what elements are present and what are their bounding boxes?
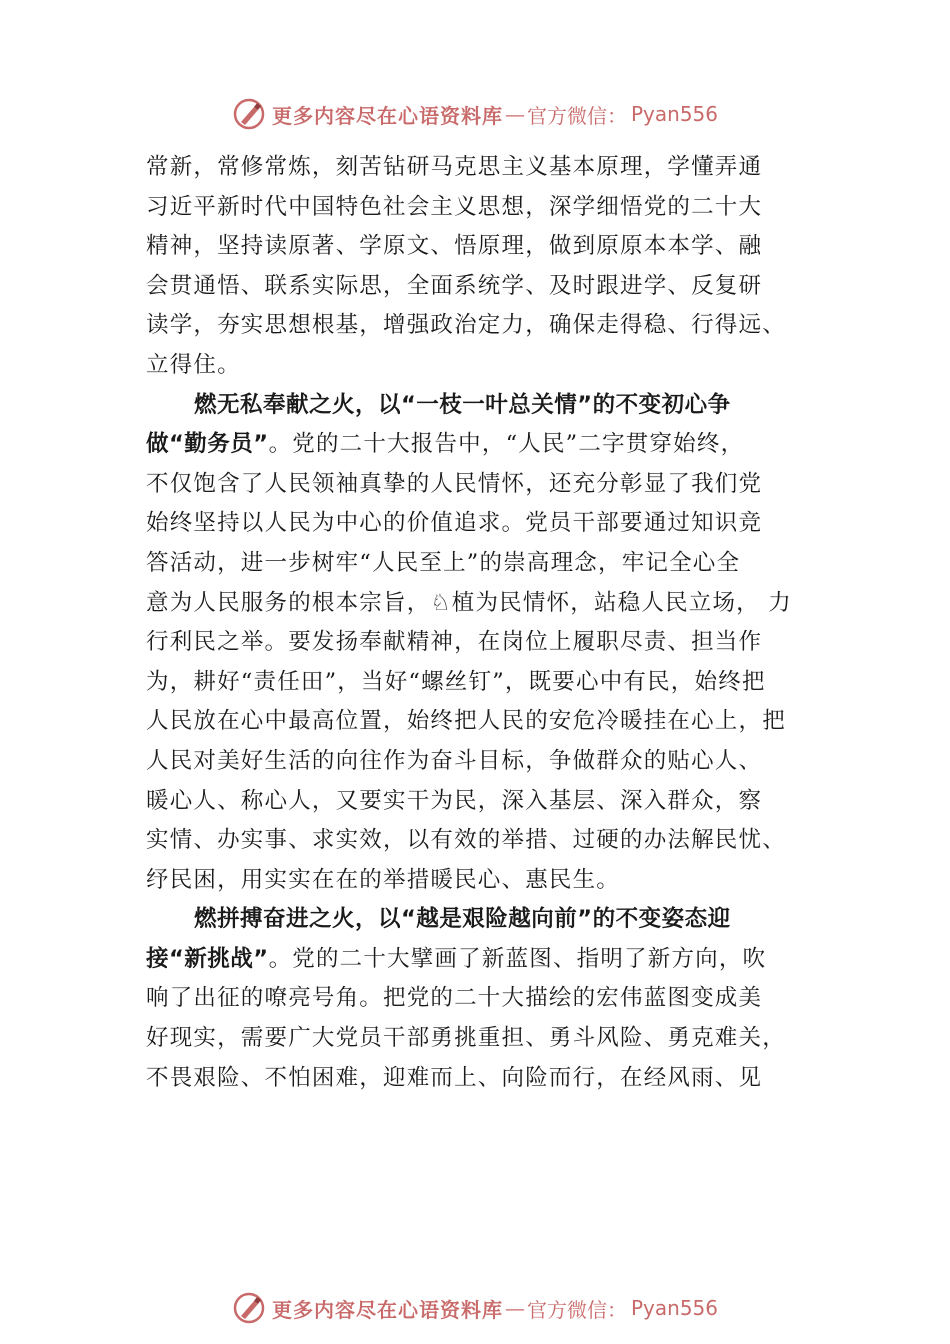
footer-watermark bbox=[0, 1288, 950, 1328]
text-line bbox=[146, 900, 818, 940]
text-line bbox=[146, 623, 818, 663]
section-heading-text: 燃无私奉献之火，以“一枝一叶总关情”的不变初心争 bbox=[194, 391, 731, 418]
text-line bbox=[146, 1059, 818, 1099]
body-text: 好现实，需要广大党员干部勇挑重担、勇斗风险、勇克难关， bbox=[146, 1025, 786, 1052]
text-line bbox=[146, 979, 818, 1019]
text-line bbox=[146, 1019, 818, 1059]
text-line bbox=[146, 188, 818, 228]
text-line bbox=[146, 584, 818, 624]
text-line bbox=[146, 742, 818, 782]
watermark-site-text: 更多内容尽在心语资料库 bbox=[271, 1297, 503, 1322]
body-text: 立得住。 bbox=[146, 351, 241, 378]
header-watermark bbox=[0, 94, 950, 134]
watermark-wechat-id: Pyan556 bbox=[630, 1296, 718, 1320]
text-line bbox=[146, 267, 818, 307]
body-text: 始终坚持以人民为中心的价值追求。党员干部要通过知识竞 bbox=[146, 510, 763, 537]
text-line bbox=[146, 663, 818, 703]
text-line bbox=[146, 386, 818, 426]
body-text: 。党的二十大报告中，“人民”二字贯穿始终， bbox=[268, 431, 745, 458]
text-line bbox=[146, 702, 818, 742]
body-text: 纾民困，用实实在在的举措暖民心、惠民生。 bbox=[146, 866, 621, 893]
text-line bbox=[146, 504, 818, 544]
watermark-wechat-id: Pyan556 bbox=[630, 102, 718, 126]
text-line bbox=[146, 544, 818, 584]
pen-circle-logo-icon bbox=[232, 1291, 266, 1325]
section-heading-text: 燃拼搏奋进之火，以“越是艰险越向前”的不变姿态迎 bbox=[194, 906, 731, 933]
text-line bbox=[146, 227, 818, 267]
body-text: 习近平新时代中国特色社会主义思想，深学细悟党的二十大 bbox=[146, 193, 763, 220]
text-line bbox=[146, 148, 818, 188]
body-text: 精神，坚持读原著、学原文、悟原理，做到原原本本学、融 bbox=[146, 233, 763, 260]
watermark-separator: — bbox=[504, 1296, 525, 1320]
body-text: 不仅饱含了人民领袖真挚的人民情怀，还充分彰显了我们党 bbox=[146, 470, 763, 497]
text-line bbox=[146, 782, 818, 822]
document-body bbox=[146, 148, 818, 1098]
body-text: 实情、办实事、求实效，以有效的举措、过硬的办法解民忧、 bbox=[146, 827, 786, 854]
body-text: 意为人民服务的根本宗旨，♘植为民情怀，站稳人民立场， 力 bbox=[146, 589, 792, 616]
text-line bbox=[146, 346, 818, 386]
body-text: 。党的二十大擘画了新蓝图、指明了新方向，吹 bbox=[268, 945, 767, 972]
watermark-separator: — bbox=[504, 102, 525, 126]
watermark-label: 官方微信： bbox=[526, 103, 627, 128]
body-text: 会贯通悟、联系实际思，全面系统学、及时跟进学、反复研 bbox=[146, 272, 763, 299]
body-text: 行利民之举。要发扬奉献精神，在岗位上履职尽责、担当作 bbox=[146, 629, 763, 656]
section-heading-text: 做“勤务员” bbox=[146, 431, 269, 458]
body-text: 不畏艰险、不怕困难，迎难而上、向险而行，在经风雨、见 bbox=[146, 1064, 763, 1091]
text-line bbox=[146, 465, 818, 505]
body-text: 人民对美好生活的向往作为奋斗目标，争做群众的贴心人、 bbox=[146, 747, 763, 774]
text-line bbox=[146, 940, 818, 980]
body-text: 读学，夯实思想根基，增强政治定力，确保走得稳、行得远、 bbox=[146, 312, 786, 339]
body-text: 常新，常修常炼，刻苦钻研马克思主义基本原理，学懂弄通 bbox=[146, 154, 763, 180]
pen-circle-logo-icon bbox=[232, 97, 266, 131]
text-line bbox=[146, 861, 818, 901]
section-heading-text: 接“新挑战” bbox=[146, 945, 269, 972]
watermark-label: 官方微信： bbox=[526, 1297, 627, 1322]
body-text: 响了出征的嘹亮号角。把党的二十大描绘的宏伟蓝图变成美 bbox=[146, 985, 763, 1012]
text-line bbox=[146, 306, 818, 346]
body-text: 为，耕好“责任田”，当好“螺丝钉”，既要心中有民，始终把 bbox=[146, 668, 766, 695]
text-line bbox=[146, 425, 818, 465]
body-text: 人民放在心中最高位置，始终把人民的安危冷暖挂在心上，把 bbox=[146, 708, 786, 735]
body-text: 答活动，进一步树牢“人民至上”的崇高理念，牢记全心全 bbox=[146, 549, 741, 576]
text-line bbox=[146, 821, 818, 861]
watermark-site-text: 更多内容尽在心语资料库 bbox=[271, 103, 503, 128]
body-text: 暖心人、称心人，又要实干为民，深入基层、深入群众，察 bbox=[146, 787, 763, 814]
